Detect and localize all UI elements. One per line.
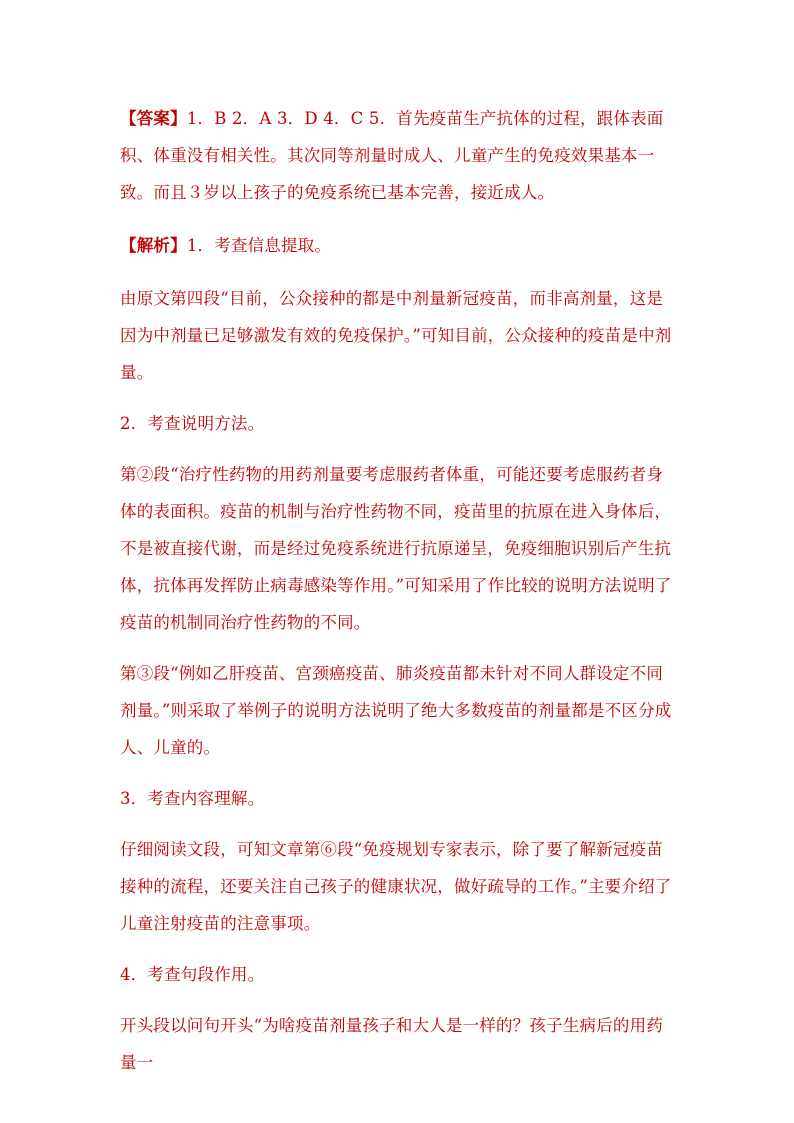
analysis-intro: 1．考查信息提取。 bbox=[186, 236, 332, 255]
analysis-paragraph bbox=[120, 227, 676, 264]
body-paragraph-3: 第③段“例如乙肝疫苗、宫颈癌疫苗、肺炎疫苗都未针对不同人群设定不同剂量。”则采取了举例子的说明方法说明了绝大多数疫苗的剂量都是不区分成人、儿童的。 bbox=[120, 664, 672, 757]
section-heading-4: 4．考查句段作用。 bbox=[120, 965, 265, 984]
body-paragraph-4: 仔细阅读文段，可知文章第⑥段“免疫规划专家表示，除了要了解新冠疫苗接种的流程，还要关注自己孩子的健康状况，做好疏导的工作。”主要介绍了儿童注射疫苗的注意事项。 bbox=[120, 840, 672, 933]
body-paragraph-5: 开头段以问句开头“为啥疫苗剂量孩子和大人是一样的？孩子生病后的用药量一 bbox=[120, 1016, 664, 1072]
answer-paragraph bbox=[120, 100, 676, 211]
section-heading-2: 2．考查说明方法。 bbox=[120, 414, 265, 433]
body-paragraph-2: 第②段“治疗性药物的用药剂量要考虑服药者体重，可能还要考虑服药者身体的表面积。疫苗的机制与治疗性药物不同，疫苗里的抗原在进入身体后，不是被直接代谢，而是经过免疫系统进行抗原递呈，免疫细胞识别后产生抗体，抗体再发挥防止病毒感染等作用。”可知采用了作比较的说明方法说明了疫苗的机制同治疗性药物的不同。 bbox=[120, 465, 672, 632]
section-heading-3: 3．考查内容理解。 bbox=[120, 789, 265, 808]
document-page bbox=[120, 100, 676, 1081]
body-paragraph-1: 由原文第四段“目前，公众接种的都是中剂量新冠疫苗，而非高剂量，这是因为中剂量已足够激发有效的免疫保护。”可知目前，公众接种的疫苗是中剂量。 bbox=[120, 289, 672, 382]
answer-text: 1．B 2．A 3．D 4．C 5．首先疫苗生产抗体的过程，跟体表面积、体重没有相关性。其次同等剂量时成人、儿童产生的免疫效果基本一致。而且３岁以上孩子的免疫系统已基本完善，接近成人。 bbox=[120, 109, 664, 202]
answer-label: 【答案】 bbox=[120, 109, 187, 128]
analysis-label: 【解析】 bbox=[120, 236, 187, 255]
